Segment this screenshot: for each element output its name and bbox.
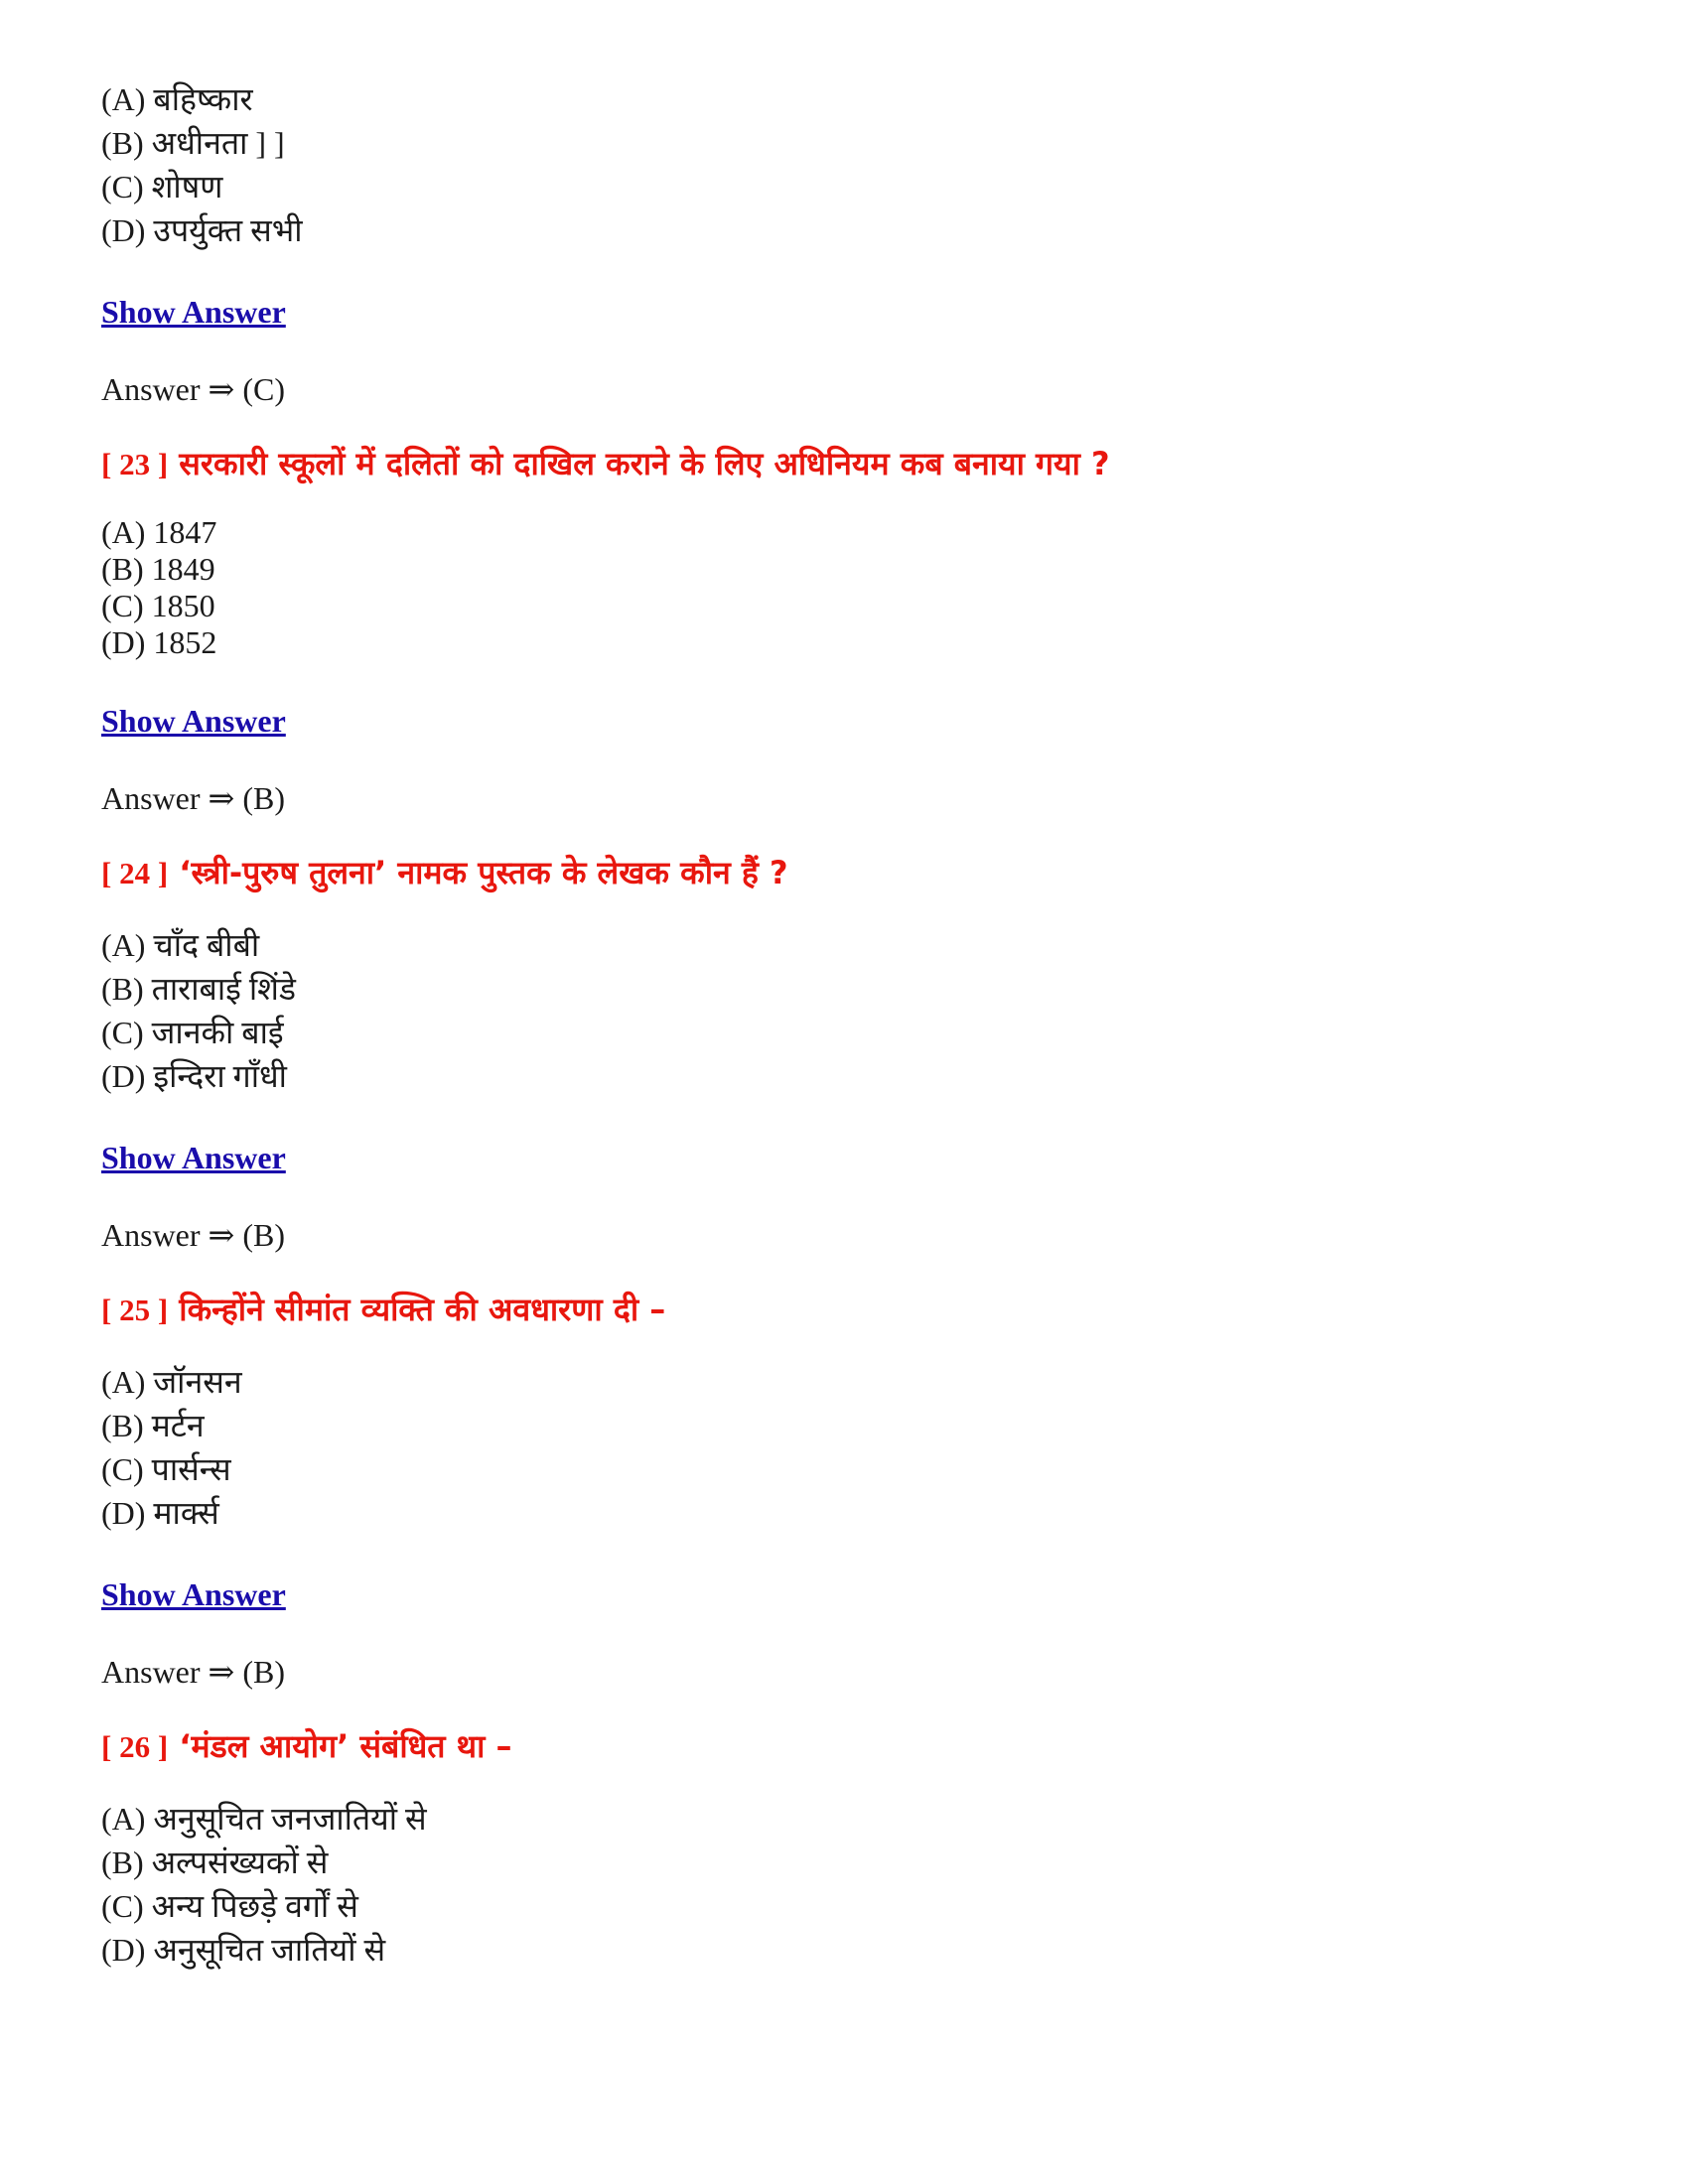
option-d: (D) उपर्युक्त सभी <box>101 212 303 248</box>
question-heading <box>101 1724 1591 1767</box>
option-a: (A) चाँद बीबी <box>101 927 260 963</box>
option-d: (D) मार्क्स <box>101 1495 219 1531</box>
option-d: (D) अनुसूचित जातियों से <box>101 1932 386 1968</box>
option-b: (B) अधीनता ] ] <box>101 125 285 161</box>
question-heading <box>101 1288 1591 1330</box>
options-list <box>101 514 1591 661</box>
question-heading <box>101 442 1591 484</box>
option-a: (A) जॉनसन <box>101 1364 242 1400</box>
question-text: ‘स्त्री-पुरुष तुलना’ नामक पुस्तक के लेखक कौन हैं ? <box>179 854 788 891</box>
option-a: (A) बहिष्कार <box>101 81 253 117</box>
answer-text: Answer ⇒ (C) <box>101 371 285 407</box>
option-b: (B) ताराबाई शिंडे <box>101 971 297 1007</box>
options-list <box>101 77 1591 252</box>
option-c: (C) 1850 <box>101 588 215 623</box>
question-number: [ 26 ] <box>101 1729 169 1764</box>
option-a: (A) 1847 <box>101 514 217 550</box>
question-number: [ 24 ] <box>101 856 169 890</box>
answer-text: Answer ⇒ (B) <box>101 780 285 816</box>
option-b: (B) 1849 <box>101 551 215 587</box>
option-b: (B) अल्पसंख्यकों से <box>101 1844 329 1880</box>
option-c: (C) जानकी बाई <box>101 1015 284 1050</box>
question-number: [ 25 ] <box>101 1293 169 1327</box>
options-list <box>101 1360 1591 1535</box>
answer-text: Answer ⇒ (B) <box>101 1217 285 1253</box>
show-answer-link[interactable]: Show Answer <box>101 703 286 739</box>
question-text: सरकारी स्कूलों में दलितों को दाखिल कराने के लिए अधिनियम कब बनाया गया ? <box>179 445 1110 482</box>
question-heading <box>101 851 1591 893</box>
option-d: (D) 1852 <box>101 624 217 660</box>
option-d: (D) इन्दिरा गाँधी <box>101 1058 287 1094</box>
options-list <box>101 923 1591 1098</box>
option-c: (C) शोषण <box>101 169 223 205</box>
show-answer-link[interactable]: Show Answer <box>101 1140 286 1175</box>
show-answer-link[interactable]: Show Answer <box>101 294 286 330</box>
question-number: [ 23 ] <box>101 447 169 481</box>
options-list <box>101 1797 1591 1972</box>
question-text: किन्होंने सीमांत व्यक्ति की अवधारणा दी – <box>179 1291 666 1328</box>
answer-text: Answer ⇒ (B) <box>101 1654 285 1690</box>
question-text: ‘मंडल आयोग’ संबंधित था – <box>179 1727 512 1765</box>
option-c: (C) अन्य पिछड़े वर्गों से <box>101 1888 358 1924</box>
show-answer-link[interactable]: Show Answer <box>101 1576 286 1612</box>
quiz-page <box>101 77 1591 1972</box>
option-a: (A) अनुसूचित जनजातियों से <box>101 1801 427 1837</box>
option-c: (C) पार्सन्स <box>101 1451 231 1487</box>
option-b: (B) मर्टन <box>101 1408 205 1443</box>
